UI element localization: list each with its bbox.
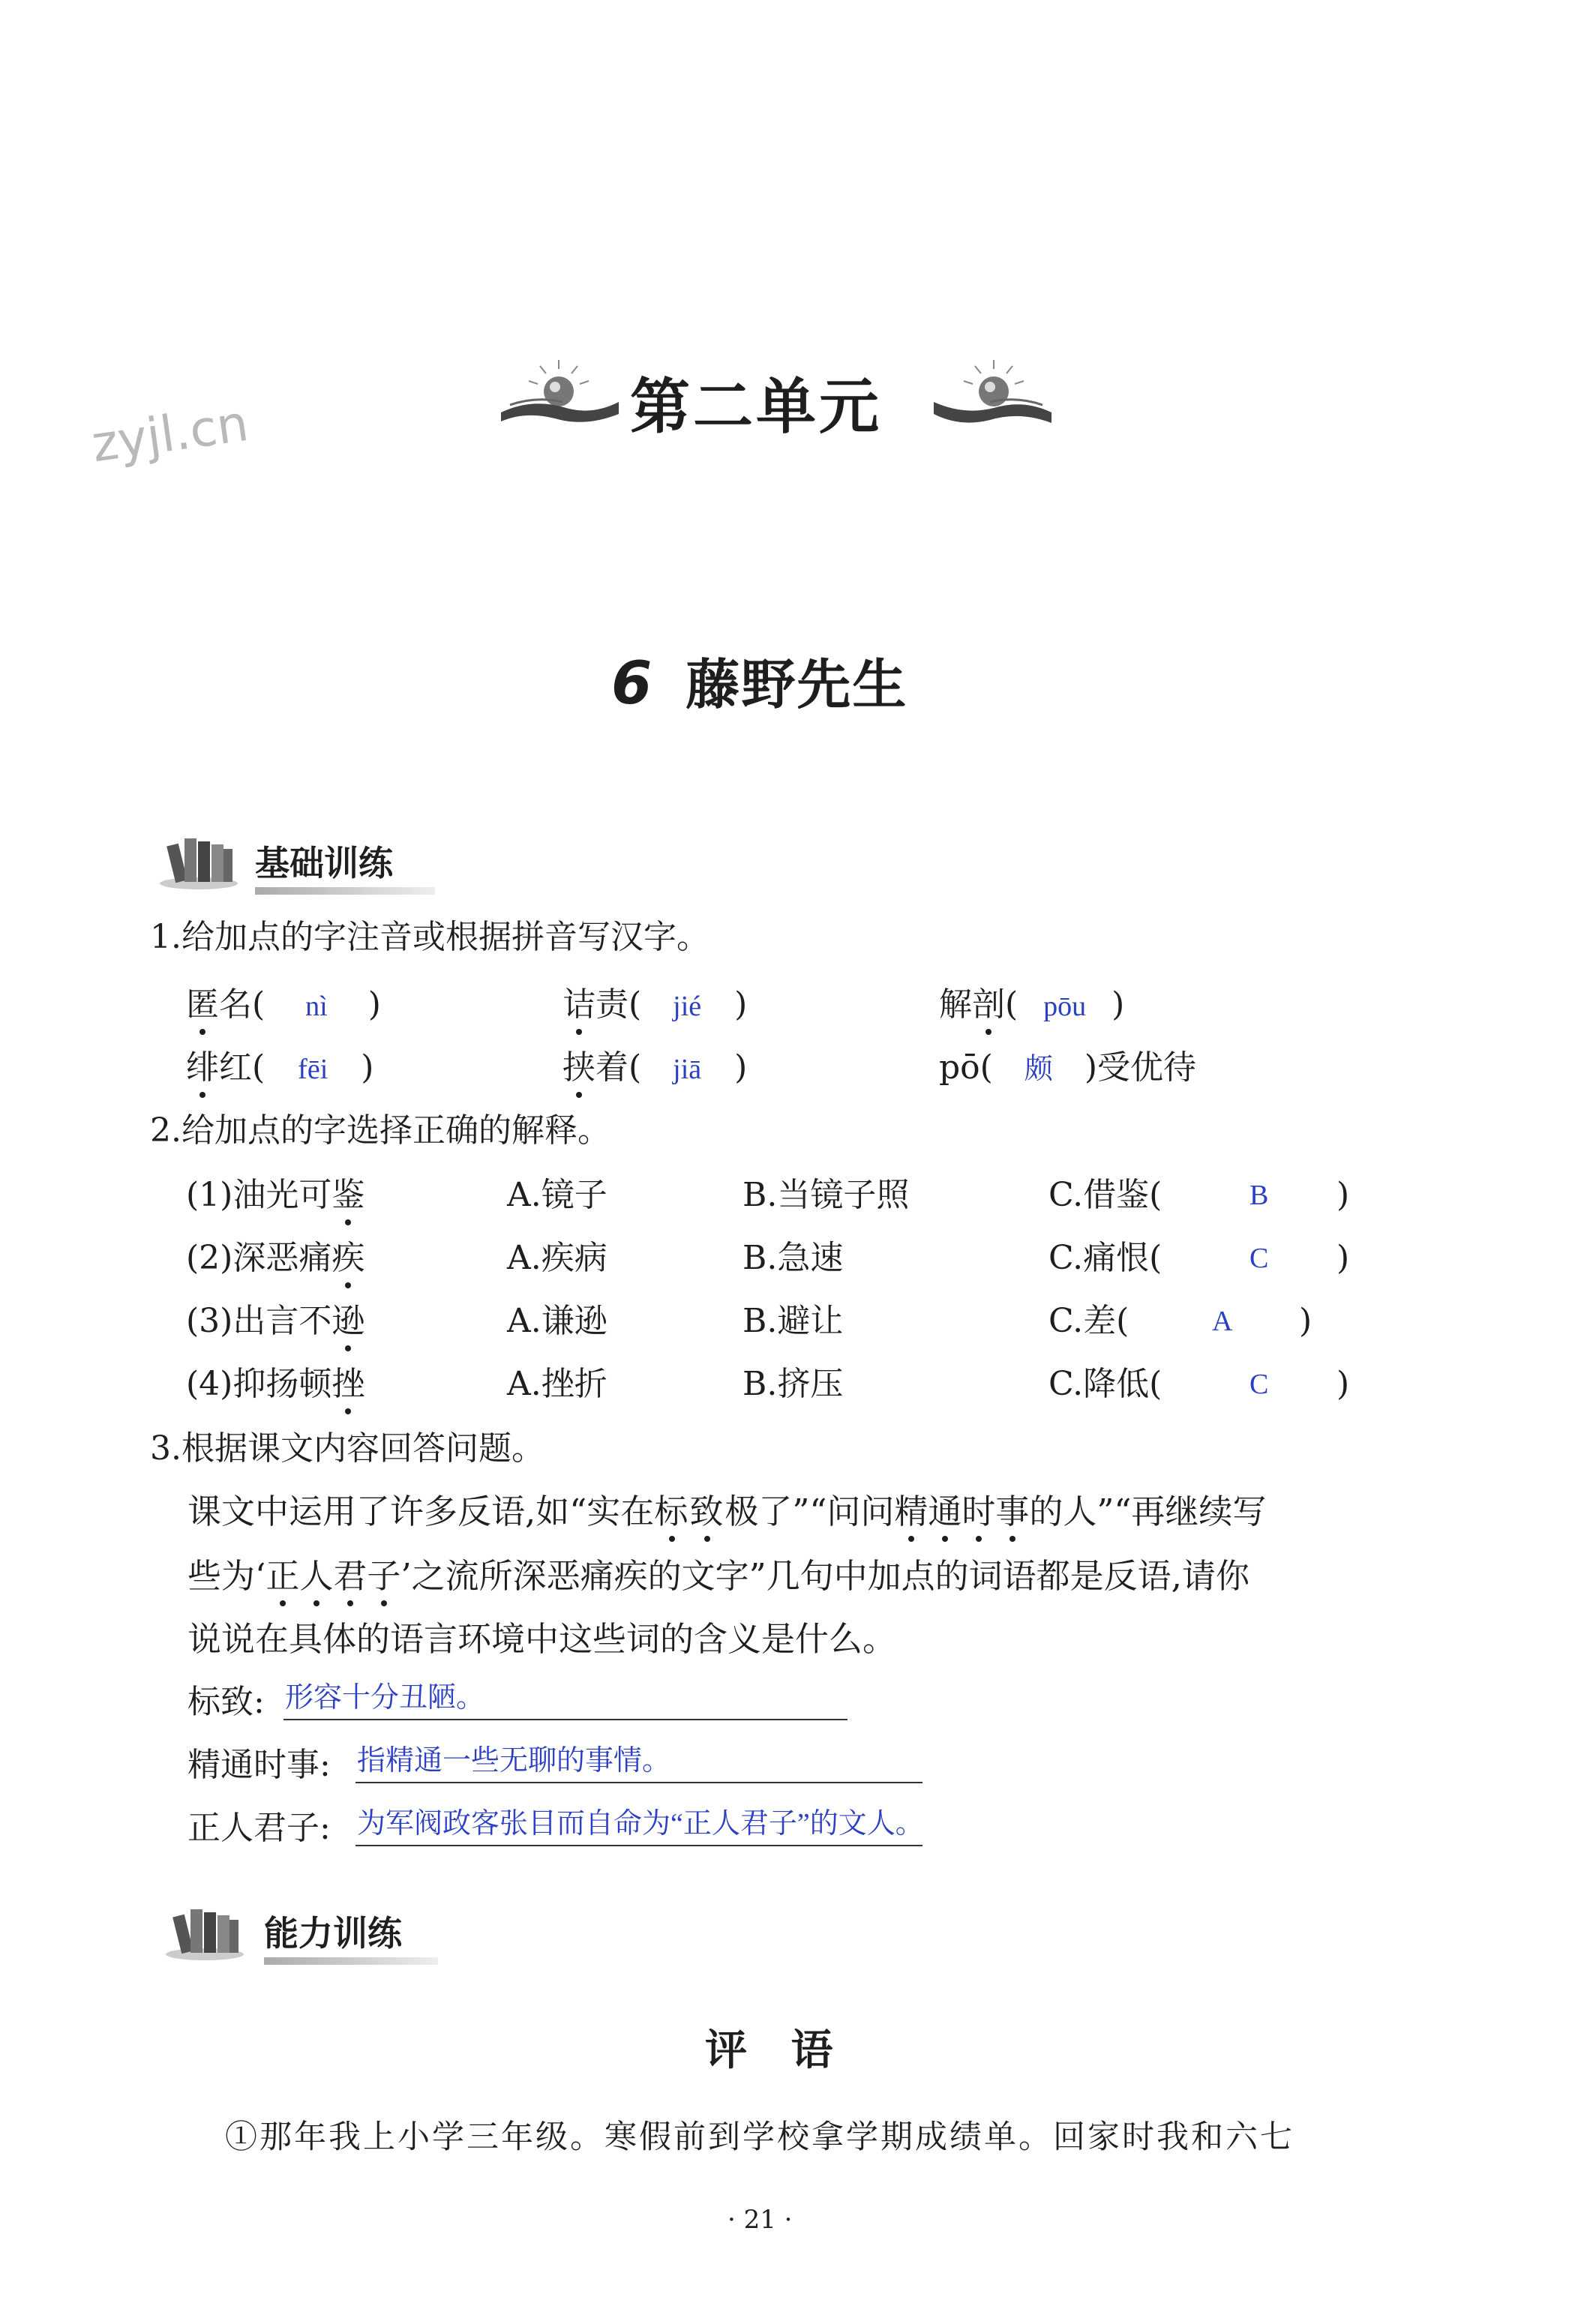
q3-text: 极了”“问问 xyxy=(724,1492,895,1531)
q1-item-2 xyxy=(562,984,747,1027)
q1-item-6 xyxy=(939,1047,1196,1090)
section-ability-header xyxy=(264,1906,438,1965)
q3-text: 课文中运用了许多反语,如“实在 xyxy=(188,1492,655,1531)
q1-answer: jiā xyxy=(673,1054,702,1085)
lesson-number: 6 xyxy=(611,650,652,718)
dotted-char: 致 xyxy=(689,1492,725,1531)
q1-prompt: 1.给加点的字注音或根据拼音写汉字。 xyxy=(150,918,710,956)
dotted-char: 人 xyxy=(299,1556,334,1596)
q3-prompt: 3.根据课文内容回答问题。 xyxy=(150,1429,544,1468)
q2-option-c: C.差( xyxy=(1048,1302,1130,1340)
lesson-title: 藤野先生 xyxy=(686,653,908,716)
q2-close: ) xyxy=(1336,1176,1350,1214)
q1-text: ) xyxy=(734,1048,748,1087)
q1-item-1 xyxy=(186,984,381,1027)
section-underline xyxy=(264,1957,438,1965)
q1-answer: nì xyxy=(305,991,328,1022)
answer-line xyxy=(356,1845,922,1846)
reading-first-line: ①那年我上小学三年级。寒假前到学校拿学期成绩单。回家时我和六七 xyxy=(225,2119,1294,2156)
left-wave-ornament-icon xyxy=(495,352,622,435)
q1-text: 责( xyxy=(596,985,642,1024)
q2-answer: A xyxy=(1212,1306,1233,1337)
q2-option-c: C.降低( xyxy=(1048,1365,1162,1403)
q2-phrase: 油光可 xyxy=(232,1176,332,1214)
q2-option-a: A.挫折 xyxy=(507,1365,608,1403)
q1-text: ) xyxy=(734,985,748,1024)
q2-row-2 xyxy=(186,1237,364,1279)
dotted-word xyxy=(266,1556,400,1596)
dotted-char: 标 xyxy=(654,1492,690,1531)
q2-option-b: B.当镜子照 xyxy=(742,1176,910,1214)
q1-text: ) xyxy=(361,1048,374,1087)
q2-option-c: C.痛恨( xyxy=(1048,1239,1162,1277)
q1-item-3 xyxy=(939,984,1124,1027)
right-wave-ornament-icon xyxy=(930,352,1058,435)
q2-phrase: 深恶痛 xyxy=(232,1239,332,1277)
dotted-char: 事 xyxy=(995,1492,1030,1531)
q2-answer: C xyxy=(1250,1369,1269,1400)
q1-text: ) xyxy=(1112,985,1125,1024)
q2-answer: C xyxy=(1250,1243,1269,1274)
q2-row-3 xyxy=(186,1300,364,1342)
q2-num: (4) xyxy=(186,1365,233,1403)
q3-answer-label: 精通时事: xyxy=(188,1746,331,1784)
dotted-char: 君 xyxy=(333,1556,368,1596)
q1-text: 解 xyxy=(939,985,972,1024)
watermark: zyjl.cn xyxy=(88,394,252,474)
q3-answer-label: 标致: xyxy=(188,1683,265,1721)
q2-num: (2) xyxy=(186,1239,233,1277)
section-ability-label: 能力训练 xyxy=(264,1913,402,1954)
dotted-char: 疾 xyxy=(332,1237,364,1279)
dotted-char: 逊 xyxy=(332,1300,364,1342)
q2-close: ) xyxy=(1336,1239,1350,1277)
q1-text: 名( xyxy=(219,985,266,1024)
dotted-char: 挟 xyxy=(562,1047,596,1089)
q2-option-b: B.急速 xyxy=(742,1239,844,1277)
dotted-char: 子 xyxy=(367,1556,401,1596)
q2-option-b: B.避让 xyxy=(742,1302,844,1340)
dotted-char: 正 xyxy=(266,1556,300,1596)
q2-option-c: C.借鉴( xyxy=(1048,1176,1162,1214)
answer-line xyxy=(356,1782,922,1783)
q3-text: 的人”“再继续写 xyxy=(1029,1492,1267,1531)
q3-answer-text: 指精通一些无聊的事情。 xyxy=(357,1745,671,1777)
q1-answer: fēi xyxy=(298,1054,328,1085)
q2-close: ) xyxy=(1336,1365,1350,1403)
page-number: · 21 · xyxy=(728,2205,793,2235)
dotted-word xyxy=(894,1492,1029,1531)
q1-item-5 xyxy=(562,1047,747,1090)
dotted-char: 时 xyxy=(962,1492,996,1531)
q1-text: 红( xyxy=(219,1048,266,1087)
q2-num: (1) xyxy=(186,1176,233,1214)
answer-line xyxy=(284,1719,848,1720)
dotted-word xyxy=(654,1492,724,1531)
q2-option-b: B.挤压 xyxy=(742,1365,844,1403)
dotted-char: 剖 xyxy=(972,984,1005,1026)
dotted-char: 通 xyxy=(928,1492,962,1531)
q1-text: ( xyxy=(1005,985,1018,1024)
q2-num: (3) xyxy=(186,1302,233,1340)
dotted-char: 匿 xyxy=(186,984,219,1026)
dotted-char: 精 xyxy=(894,1492,928,1531)
q1-text: ) xyxy=(368,985,381,1024)
unit-title: 第二单元 xyxy=(630,372,882,442)
dotted-char: 鉴 xyxy=(332,1174,364,1216)
q2-phrase: 出言不 xyxy=(232,1302,332,1340)
reading-title: 评 语 xyxy=(705,2026,833,2075)
q2-option-a: A.谦逊 xyxy=(507,1302,608,1340)
q3-answer-label: 正人君子: xyxy=(188,1809,331,1847)
q1-answer: 颇 xyxy=(1024,1054,1053,1085)
q3-answer-text: 形容十分丑陋。 xyxy=(285,1682,485,1714)
books-icon xyxy=(158,831,240,891)
dotted-char: 诘 xyxy=(562,984,596,1026)
q1-text: 着( xyxy=(596,1048,642,1087)
q1-item-4 xyxy=(186,1047,374,1090)
q3-paragraph-line-3: 说说在具体的语言环境中这些词的含义是什么。 xyxy=(188,1619,897,1659)
q2-prompt: 2.给加点的字选择正确的解释。 xyxy=(150,1111,610,1150)
q1-answer: pōu xyxy=(1043,991,1087,1022)
q2-close: ) xyxy=(1299,1302,1312,1340)
q2-option-a: A.镜子 xyxy=(507,1176,608,1214)
section-basic-header xyxy=(255,836,435,895)
q2-option-a: A.疾病 xyxy=(507,1239,608,1277)
q3-text: 些为‘ xyxy=(188,1556,266,1596)
dotted-char: 挫 xyxy=(332,1363,364,1405)
q3-paragraph-line-1 xyxy=(188,1491,1266,1533)
q2-answer: B xyxy=(1250,1180,1269,1211)
books-icon xyxy=(164,1902,246,1962)
q1-answer: jié xyxy=(673,991,702,1022)
q3-text: ’之流所深恶痛疾的文字”几句中加点的词语都是反语,请你 xyxy=(400,1556,1250,1596)
q2-row-4 xyxy=(186,1363,364,1405)
dotted-char: 绯 xyxy=(186,1047,219,1089)
q3-answer-text: 为军阀政客张目而自命为“正人君子”的文人。 xyxy=(357,1808,924,1840)
lesson-heading xyxy=(611,641,908,719)
q1-text: pō( xyxy=(939,1048,993,1087)
q3-paragraph-line-2 xyxy=(188,1555,1250,1597)
q2-phrase: 抑扬顿 xyxy=(232,1365,332,1403)
q1-text: )受优待 xyxy=(1084,1048,1197,1087)
q2-row-1 xyxy=(186,1174,364,1216)
section-underline xyxy=(255,887,435,895)
section-basic-label: 基础训练 xyxy=(255,843,393,883)
